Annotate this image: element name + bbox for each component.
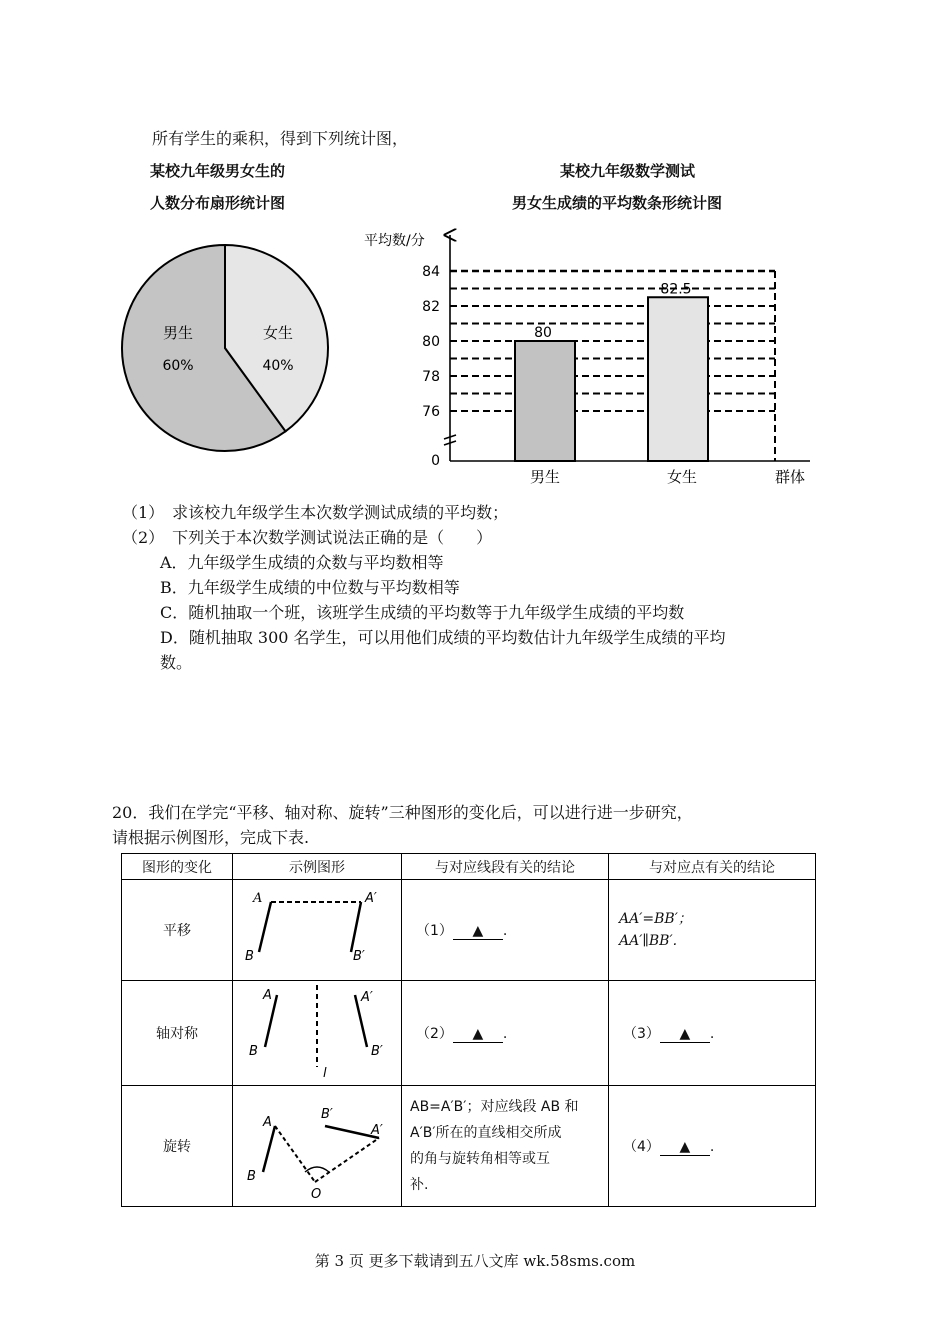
bar-ytick-84: 84 [422,264,440,280]
label-b: B [249,1044,258,1059]
pie-label-boys: 男生 [162,324,194,342]
pie-value-boys: 60% [162,358,194,374]
bar-ytick-82: 82 [422,299,440,315]
label-a-prime: A′ [361,990,373,1005]
figure-translation [233,880,402,981]
figure-rotation [233,1086,402,1207]
table-header: 图形的变化 [122,854,233,880]
pie-chart [110,238,340,458]
answer-blank[interactable]: ▲ [453,1026,503,1043]
segment-conclusion-3: 的角与旋转角相等或互 [410,1151,550,1167]
pie-value-girls: 40% [262,358,294,374]
answer-blank[interactable]: ▲ [660,1026,710,1043]
row-name: 轴对称 [122,981,233,1086]
blank-number: （3） [623,1026,660,1042]
bar-ytick-0: 0 [431,453,440,469]
answer-blank[interactable]: ▲ [453,923,503,940]
bar-category-group: 群体 [774,468,806,486]
bar-ytick-78: 78 [422,369,440,385]
translation-figure [233,880,401,980]
bar-value-girls: 82.5 [660,281,692,298]
option-c: C．随机抽取一个班，该班学生成绩的平均数等于九年级学生成绩的平均数 [160,603,685,622]
segment-conclusion-1: AB=A′B′；对应线段 AB 和 [410,1099,579,1115]
bar-ytick-80: 80 [422,334,440,350]
point-cell: （4） ▲ . [609,1086,816,1207]
bar-boys [515,341,575,461]
point-cell [609,880,816,981]
table-row [122,1086,816,1207]
rotation-figure [233,1086,401,1206]
bar-girls [648,297,708,461]
bar-chart [350,225,820,490]
bar-title-line1: 某校九年级数学测试 [560,162,696,180]
segment-conclusion-4: 补. [410,1177,429,1193]
label-a: A [263,1115,272,1130]
point-conclusion-1: AA′=BB′； [619,911,692,927]
segment-cell [402,1086,609,1207]
segment-cell: （2） ▲ . [402,981,609,1086]
row-name: 旋转 [122,1086,233,1207]
table-row [122,880,816,981]
label-b-prime: B′ [371,1044,383,1059]
point-cell: （3） ▲ . [609,981,816,1086]
intro-text: 所有学生的乘积，得到下列统计图， [152,129,409,148]
label-b-prime: B′ [321,1107,333,1122]
table-header: 示例图形 [233,854,402,880]
option-a: A．九年级学生成绩的众数与平均数相等 [160,553,444,572]
table-header-row [122,854,816,880]
label-a-prime: A′ [371,1123,383,1138]
pie-title-line2: 人数分布扇形统计图 [150,194,286,212]
bar-category-boys: 男生 [529,468,561,486]
label-a-prime: A′ [365,891,377,906]
page-footer: 第 3 页 更多下载请到五八文库 wk.58sms.com [314,1252,636,1270]
blank-number: （4） [623,1139,660,1155]
option-d-line2: 数。 [160,653,193,672]
bar-ytick-76: 76 [422,404,440,420]
table-row [122,981,816,1086]
bar-ylabel: 平均数/分 [364,233,425,249]
bar-title-line2: 男女生成绩的平均数条形统计图 [512,194,723,212]
transform-table [121,853,816,1207]
pie-title-line1: 某校九年级男女生的 [150,162,286,180]
question-1: （1） 求该校九年级学生本次数学测试成绩的平均数； [122,503,509,522]
label-a: A [263,988,272,1003]
bar-value-boys: 80 [534,325,552,341]
table-header: 与对应线段有关的结论 [402,854,609,880]
problem20-line1: 20．我们在学完“平移、轴对称、旋转”三种图形的变化后，可以进行进一步研究， [112,803,693,822]
option-b: B．九年级学生成绩的中位数与平均数相等 [160,578,460,597]
answer-blank[interactable]: ▲ [660,1139,710,1156]
option-d-line1: D．随机抽取 300 名学生，可以用他们成绩的平均数估计九年级学生成绩的平均 [160,628,726,647]
reflection-figure [233,981,401,1085]
table-header: 与对应点有关的结论 [609,854,816,880]
segment-conclusion-2: A′B′所在的直线相交所成 [410,1125,562,1141]
problem20-line2: 请根据示例图形，完成下表. [112,828,310,847]
pie-label-girls: 女生 [262,324,294,342]
label-b: B [245,949,254,964]
segment-cell: （1） ▲ . [402,880,609,981]
label-b-prime: B′ [353,949,365,964]
blank-number: （1） [416,923,453,939]
figure-reflection [233,981,402,1086]
label-l: l [323,1066,327,1081]
label-b: B [247,1169,256,1184]
blank-number: （2） [416,1026,453,1042]
bar-category-girls: 女生 [666,468,698,486]
label-o: O [311,1187,322,1202]
label-a: A [253,891,263,906]
row-name: 平移 [122,880,233,981]
point-conclusion-2: AA′∥BB′. [619,933,678,949]
question-2: （2） 下列关于本次数学测试说法正确的是（ ） [122,528,493,547]
